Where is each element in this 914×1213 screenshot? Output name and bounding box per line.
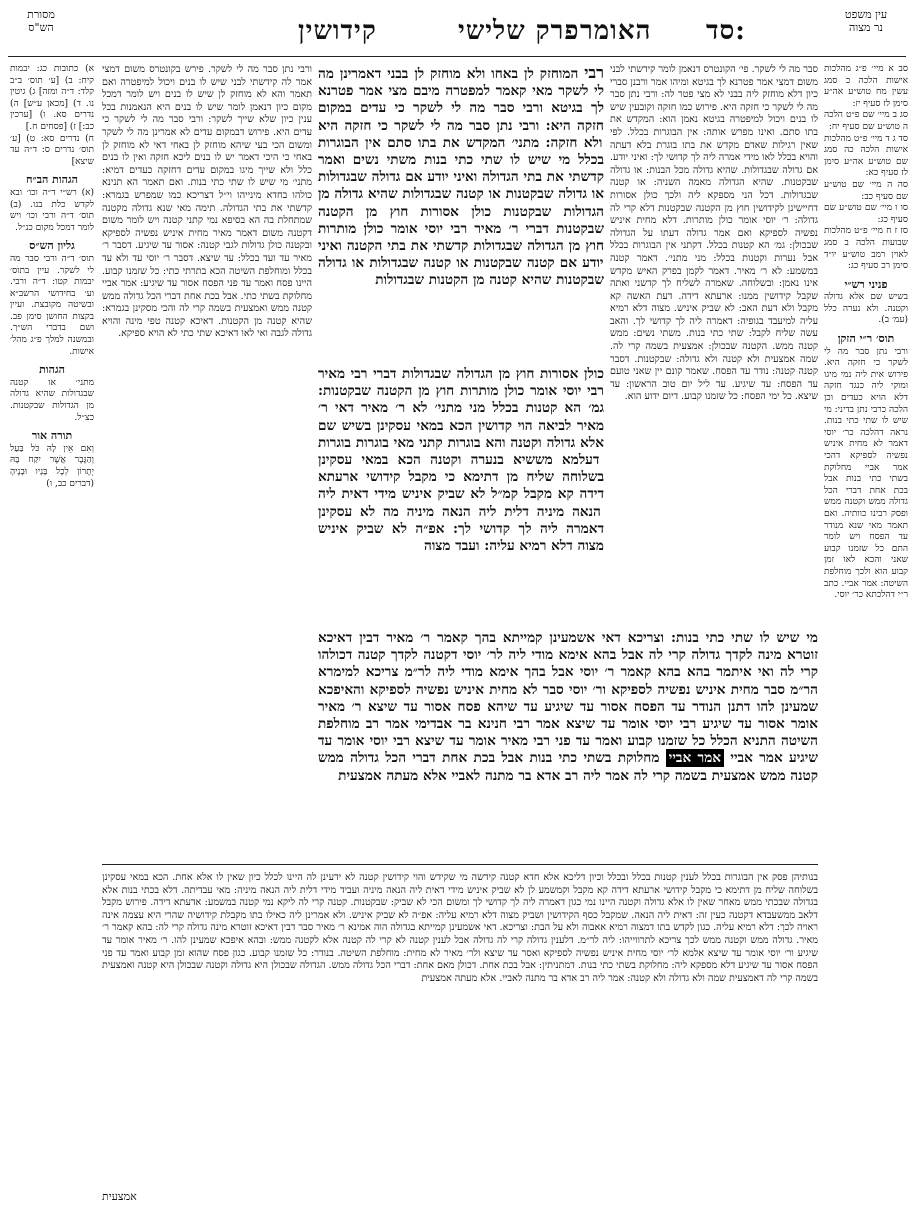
peninei-rashi-label: פניני רש״י (844, 277, 888, 291)
chapter-title: האומר (580, 16, 652, 46)
ein-mishpat-label-line2: נר מצוה (849, 21, 883, 34)
gemara-line: בנערה וקטנה הכא במאי עסקינן (318, 452, 504, 469)
gemara-line: שבקטנות שהיא קטנה מן הקטנות שבגדולות (375, 272, 604, 289)
ein-mishpat-entry: סד ג ד מיי׳ פ״ט מהלכות אישות הלכה כה סמג שם טוש״ע אה״ע סימן לז סעיף כא: (824, 133, 908, 179)
hagahot-habach-text: (א) רש״י ד״ה וכו׳ ובא לקדש כלת בנו. (ב) תוס׳ ד״ה ורבי וכו׳ ויש לומר דמכל מקום כנ״ל. (10, 187, 94, 233)
gilyon-hashas-text: תוס׳ ד״ה ורבי סבר מה לי לשקר. עיין בתוס׳ יבמות קטו: ד״ה ורבי. וע׳ בחידושי הרשב״א ובשיטה מקובצת. ועיין בקצות החושן סימן פב. ושם בדברי הש״ך. ובמשנה למלך פ״ג מהל׳ אישות. (10, 253, 94, 357)
masoret-entry: א) כתובות כג: יבמות קיח: ב) [ע׳ תוס׳ ב״ב קלד: ד״ה ומזה] ג) גיטין נו. ד) [מכאן ע״ש] ה) נדרים סא. ו) [ערכין כב:] ז) [פסחים ח.] (10, 64, 94, 132)
gemara-line: שבקטנות או קטנה שבגדולות שהיא גדולה (329, 186, 554, 203)
gemara-line: נתן סבר מה לי לשקר כי חזקה היא ולא (318, 117, 603, 151)
gemara-line: בכלל מי שיש לו שתי כתי בנות משתי (378, 152, 604, 169)
gemara-line: אשמעינן קמייתא בהך קאמר ר׳ מאיר דבין דאיכא זוטרא מינה לקדך (318, 630, 818, 664)
gemara-line: מה לי לשקר מאי קאמר למפטרה מיבם מצי (318, 66, 604, 100)
hagahot-label: הגהות (39, 363, 65, 377)
gemara-line: מן הגדולות שבקטנות כולן אסורות חוץ מן (318, 186, 604, 220)
gemara-line: מחלוקת בשתי כתי בנות אבל בכת אחת דברי הכל גדולה ממש קטנה (318, 750, 818, 784)
gemara-line: אסור עד שיגיע רבי יוסי אומר עד שיצא אמר רבי חנינא בר אבדימי (408, 716, 785, 733)
masoret-entry: ח) נדרים סא: ט) [ע׳ תוס׳ נדרים ס: ד״ה עד שיצא] (10, 133, 94, 167)
gemara-line: בשיש שם אלא גדולה וקטנה והא בוגרות (318, 417, 604, 451)
ein-mishpat-entry: סז ז ח מיי׳ פ״ט מהלכות שבועות הלכה ב סמג לאוין רמב טוש״ע יו״ד סימן רכ סעיף כג: (824, 226, 908, 272)
tosafot-rid-text: ורבי נתן סבר מה לי לשקר כי חזקה היא. פירוש אית ליה נמי מיגו ומוקי ליה כנגד חזקה דלא הויא כעדים וכן הלכה כרבי נתן בדיני: מי שיש לו שתי כתי בנות. נראה דהלכה כר׳ יוסי דאמר לא מחית איניש נפשיה לספיקא דהכי אמר אביי מחלוקת בשתי כתי בנות אבל בכת אחת דברי הכל גדולה ממש וקטנה ממש ופסק רבינו כוותיה. ואם תאמר מאי שנא מנודר עד הפסח ויש לומר התם כל שזמנו קבוע שאני והכא לאו זמן קבוע הוא ולכך מוחלפת השיטה: אמר אביי. כתב ר״י דהלכתא כר׳ יוסי. (824, 346, 908, 601)
gemara-line: חוץ מן הקטנה שבקטנות: גמ׳ הא קטנות (318, 383, 604, 417)
gemara-line: אסור עד שיגיע עד שיהא פסח אסור עד שיצא ר׳ מאיר אומר (318, 698, 818, 733)
gemara-line: איניש מידי דאית ליה הנאה מיניה (318, 486, 601, 520)
gemara-line: שבקטנות או קטנה שבגדולות או גדולה (318, 255, 522, 272)
gemara-line: קדשתי את בתי הקטנה ואיני יודע אם קטנה (318, 238, 604, 272)
tosafot-rid-label: תוס׳ ר״י הזקן (837, 332, 895, 346)
gemara-line: מי שיש לו שתי כתי בנות: וצריכא דאי (594, 630, 818, 646)
gemara-line: כולן אסורות חוץ מן הגדולה שבגדולות (396, 366, 604, 382)
gemara-line: ליה לר״מ צריכא למימרא הר״מ סבר מחית איניש נפשיה לספיקא ור׳ יוסי (318, 664, 818, 698)
header-rule (8, 56, 906, 57)
tractate-title: קידושין (298, 16, 377, 46)
gemara-line: הקטנה שבקטנות דברי ר׳ מאיר רבי יוסי (318, 203, 604, 237)
bottom-commentary (102, 872, 818, 1186)
catchword: אמצעית (102, 1190, 137, 1203)
page-number: סד: (706, 16, 746, 46)
ein-mishpat-entry: סג ב מיי׳ שם פ״ט הלכה ה טוש״ע שם סעיף יח: (824, 110, 908, 132)
ein-mishpat-entry: סו ו מיי׳ שם טוש״ע שם סעיף כג: (824, 203, 908, 225)
ein-mishpat-label-line1: עין משפט (844, 8, 888, 21)
gemara-line: דאמרה ליה לך קדושי לך: אפ״ה לא שביק (347, 520, 604, 537)
gemara-line: אומר כולן מותרות חוץ מן הגדולה שבגדולות (318, 220, 604, 255)
torah-or-text: וְאִם אֵין לָהּ כֹּל בַּעַל וְהַגֶּבֶר אֲשֶׁר יִקַּח בָּהּ יְתָרוֹן לְכָל בָּנָיו וּבָנֶיהָ (דברים כב, ו) (10, 443, 94, 489)
torah-or-label: תורה אור (31, 429, 73, 443)
gemara-line: קתני מאי בוגרות בוגרות דעלמא מששיא (318, 434, 600, 469)
tosafot-column (102, 64, 312, 854)
gemara-line: המוחזק לן באחו ולא מוחזק לן בבני דאמרינן (333, 66, 579, 82)
ein-mishpat-entry: סב א מיי׳ פ״ג מהלכות אישות הלכה כ סמג עשין מח טוש״ע אה״ע סימן לז סעיף יז: (824, 64, 908, 109)
gemara-line: עד פני רבי מאיר אומר עד שיצא רבי יוסי אומר עד שיגיע אמר אביי (318, 733, 818, 767)
gemara-line: דכולהו קרי לה ואי איתמר בהא בהא קאמר ר׳ יוסי אבל בהך אימא מודי (318, 647, 818, 681)
gemara-line: בכלל מני מתני׳ לא ר׳ מאיר דאי ר׳ מאיר (318, 400, 604, 434)
gemara-upper-column (318, 64, 604, 364)
rashi-text: סבר מה לי לשקר. פי׳ הקונטרס דנאמן לומר קידשתי לבני משום דמצי אמר פטרנא לך בגיטא ומיהו אמר ורבנן סברי כיון דלא מוחזק ליה בבני לא מצי פטר לה: ורבי נתן סבר מה לי לשקר כי חזקה היא. פירוש כמו חזקה וקובעין שיש לו בנים ויכול למיפטרה בגיטא נאמן הוא: המקדש את בתו סתם. ואינו מפרש אותה: אין הבוגרות בכלל. לפי שאין רגילות שאדם מקדש את בתו בוגרת בלא דעתה והויא בכלל לאו מידי אמרה ליה לך קדושי לך: ואיני יודע. אם גדולה שבגדולות. שהיא גדולה מכל הבנות: או גדולה שבקטנות. שהיא הגדולה מאמה השניה: או קטנה שבגדולות. דכל הני מספקא ליה ולכך כולן אסורות דחיישינן לקידושין חוץ מן הקטנה שבקטנות דלא קרי לה גדולה: ר׳ יוסי אומר כולן מותרות. דלא מחית איניש נפשיה לספיקא ואם אמר גדולה דעתו על הגדולה שבכולן: גמ׳ הא קטנות בכלל. דקתני אין הבוגרות בכלל אבל נערות וקטנות בכלל: מני מתני׳. דאמר קטנה במשמע: לא ר׳ מאיר. דאמר לקמן בפרק האיש מקדש אינו נאמן: ובשלוחה. שאמרה לשליח לך קדשני ואתה שקבל קידושין ממנו: ארעתא דידה. דעת האשה קא מקבל ולא דעת האב: לא שביק איניש. מצוה דלא רמיא עליה למיעבד בגופיה: דאמרה ליה לך קדושי לך. והאב עשה שליח לקבל: שתי כתי בנות. משתי נשים: ממש קטנה ממש. הקטנה שבכולן: אמצעית בשמה קרי לה. שמה אמצעית ולא קטנה ולא גדולה: שבקטנות. דסבר קטנה קטנה: נודר עד הפסח. שאמר קונם יין שאני טועם עד הפסח: עד שיגיע. עד ליל יום טוב הראשון: עד שיצא. כל ימי הפסח: כל שזמנו קבוע. דיום ידוע הוא. (610, 64, 818, 403)
gemara-line: יודע אם גדולה שבגדולות או גדולה (318, 169, 604, 203)
tosafot-text: ורבי נתן סבר מה לי לשקר. פירש בקונטרס משום דמצי אמר לה קידשתי לבני שיש לו בנים ויכול למיפטרה ואם תאמר והא לא מוחזק לן שיש לו בנים ויש לומר דמכל מקום כיון דנאמן לומר שיש לו בנים היא הנאמנות בכל ענין כיון שלא שייך לשקר: ורבי סבר מה לי לשקר כי עדים היא. פירוש דבמקום עדים לא אמרינן מה לי לשקר ומשום הכי בעי שיהא מוחזק לן באחי דאי לא מוחזק לן באחי כי היכי דאמר יש לו בנים ליכא חזקה ואין לו בנים כלל ולא שייך מיגו במקום עדים דחזקה כעדים דמיא: מתני׳ מי שיש לו שתי כתי בנות. ואם תאמר הא תנינא כולהו בחדא מינייהו וי״ל דצריכא כמו שמפרש בגמרא: קדשתי את בתי הגדולה. תימה מאי שנא גדולה מקטנה שמתחלת בה הא בסיפא נמי קתני קטנה ויש לומר משום דקטנה משום דאמר מאיר מחית איניש נפשיה לספיקא ובקטנה כולן גדולות לגבי קטנה: אסור עד שיגיע. דסבר ר׳ מאיר עד ועד בכלל: עד שיצא. דסבר ר׳ יוסי עד ולא עד בכלל ומוחלפת השיטה הכא בתרתי כתי: כל שזמנו קבוע. היינו פסח ואמר עד פני הפסח אסור עד שיגיע: אמר אביי מחלוקת בשתי כתי. אבל בכת אחת דברי הכל גדולה ממש קטנה ממש ואמצעית בשמה קרי לה והכי מסקינן בגמרא: שהיא קטנה מן הקטנות. דאיכא קטנה טפי מינה והויא גדולה לגבה ואי לאו דאיכא שתי כתי לא הויא ספיקא. (102, 64, 312, 340)
masoret-label-line2: הש"ס (28, 21, 54, 34)
bottom-commentary-text: בנותיהן פסק אין הבוגרות בכלל לענין קטנות בכלל ובכלל וכיון דליכא אלא חדא קטנה קידשה מי שקידש והוי קידושין קטנה לא ידעינן לה היינו לכלל כיון שאין לו אלא אחת. הכא במאי עסקינן בשלוחה שליח מן דתימא כי מקבל קידושי ארעתא דידה קא מקבל וקמשמע לן לא שביק איניש מידי דאית ליה הנאה מיניה ועביד מידי דלית ליה הנאה מיניה: מאי עבדיתה. דלא בכתי בנות אלא בגדולה שבכתי ממש מאחר שאין לו אלא גדולה וקטנה היינו נמי כגון דאמרה ליה לך קדושי לך ומשום הכי לא שביק: שבקטנות. קטנה קרי לה ליקא נמי קטנה במשמע: אדעתא דידה. פירוש מקבל דלאב ממשעבדא דקטנה כעין זה: דאית ליה הנאה. שמקבל כסף הקידושין ושביק מצוה דלא רמיא עליה: אפ״ה לא שביק איניש. ולא אמרינן ליה כאילו בתו מקבלת קידושיה שהרי היא עצמה אינה ראויה לכך: דלא רמיא עליה. כגון לקדש בתו דמצוה רמיא אאבוה ולא על הבת: וצריכא. דאי אשמעינן קמייתא בגדולה הוה אמינא ר׳ מאיר סבר דבין דאיכא זוטרא מינה גדולה קרי לה: בהא קאמר ר׳ מאיר. גדולה ממש וקטנה ממש לכך צריכא לתרווייהו: ליה לר״מ. דלענין גדולה קרי לה גדולה אבל לענין קטנה לא קרי לה קטנה אלא לקטנה ממש: ובהא איפכא שמעינן להו. ר׳ מאיר אומר עד שיגיע ור׳ יוסי אומר עד שיצא אלמא לר׳ יוסי מחית איניש נפשיה לספיקא ואסר עד שיצא ולר׳ מאיר לא מחית: מוחלפת השיטה. בנודר: כל שזמנו קבוע. כגון פסח שהוא זמן קבוע ואמר עד פני הפסח אסור עד שיגיע דלא מספקא ליה: מחלוקת בשתי כתי בנות. דמתניתין: אבל בכת אחת. דכולן מאם אחת: דברי הכל גדולה ממש. הגדולה שבכולן היא גדולה וקטנה שבכולן היא קטנה ואמצעית בשמה קרי לה דאמצעית שמה ולא גדולה ולא קטנה: אמר ליה רב אדא בר מתנה לאביי. אלא מעתה אמצעית (102, 872, 818, 984)
masoret-label-line1: מסורת (27, 8, 55, 21)
ein-mishpat-label (824, 8, 908, 34)
gemara-middle-column (318, 366, 604, 628)
left-margin (10, 64, 94, 794)
bottom-divider (102, 864, 818, 865)
gemara-line: סבר לא מחית איניש נפשיה לספיקא והאיפכא שמעינן להו דתנן הנודר עד הפסח (318, 681, 818, 715)
gemara-wide-block (318, 630, 818, 858)
gemara-line: דלית ליה הנאה מיניה מה לא עסקינן (318, 503, 529, 520)
masoret-label (8, 8, 74, 34)
gemara-line: לביאה הוי קדושין הכא במאי עסקינן (371, 417, 572, 434)
ein-mishpat-entry: סה ה מיי׳ שם טוש״ע שם סעיף כב: (824, 179, 908, 202)
gemara-line: איניש מצוה דלא רמיא עליה: ועבד מצוה (318, 520, 604, 555)
right-margin (824, 64, 908, 704)
gemara-line: חזקה: מתני׳ המקדש את בתו סתם אין הבוגרות (318, 134, 578, 151)
peninei-rashi-text: בשיש שם אלא גדולה וקטנה. ולא נערה כלל (עמ׳ ב). (824, 292, 908, 326)
gemara-opener-word: רבי (584, 64, 604, 82)
hagahot-habach-label: הגהות הב״ח (26, 173, 78, 187)
gemara-line: ממש אמצעית בשמה קרי לה אמר ליה רב אדא בר מתנה לאביי אלא מעתה (381, 767, 786, 784)
gemara-line: אמצעית (338, 767, 382, 784)
gemara-line: גדולה קרי לה אבל בהא אימא מודי ליה לר׳ יוסי דקטנה לקדך קטנה (352, 647, 721, 664)
gemara-line: נשים ואמר קדשתי את בתי הגדולה ואיני (318, 152, 604, 186)
hagahot-text: מתני׳ או קטנה שבגדולות שהיא גדולה מן הגדולות שבקטנות. כצ״ל. (10, 377, 94, 423)
gemara-highlight-box: אמר אביי (666, 749, 724, 767)
gemara-line: אמר פטרנא לך בגיטא ורבי סבר מה לי (318, 83, 604, 117)
rashi-column (610, 64, 818, 626)
gilyon-hashas-label: גליון הש״ס (29, 239, 75, 253)
gemara-line: אמר רב מוחלפת השיטה התניא הכלל כל שזמנו קבוע ואמר (318, 716, 818, 750)
gemara-line: לשקר כי עדים במקום חזקה היא: ורבי (318, 100, 604, 134)
perek-title: פרק שלישי (458, 16, 580, 46)
gemara-line: דברי רבי מאיר רבי יוסי אומר כולן מותרות (318, 366, 604, 400)
gemara-line: בשלוחה שליח מן דתימא כי מקבל קידושי (358, 469, 604, 486)
gemara-line: ארעתא דידה קא מקבל קמ״ל לא שביק (318, 469, 604, 503)
